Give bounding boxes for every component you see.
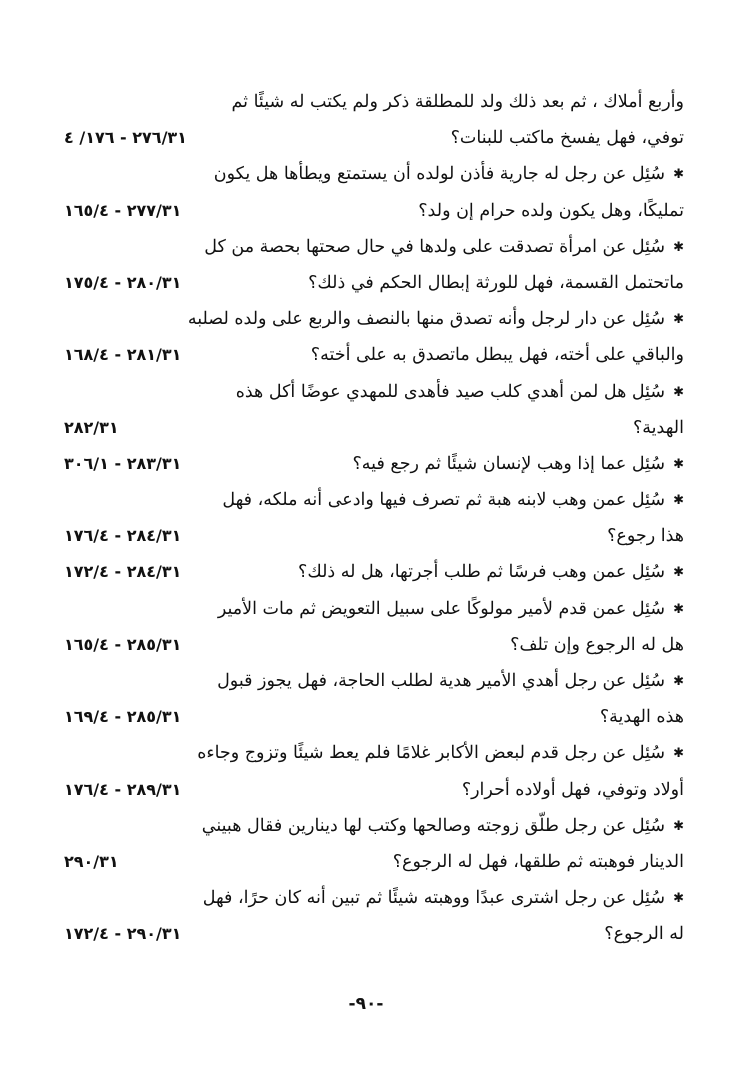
entry-line (64, 229, 684, 265)
asterisk-bullet-icon: ✱ (673, 818, 684, 834)
volume-page-reference: ٢٨٣/٣١ - ٣٠٦/١ (64, 453, 182, 473)
question-text (353, 446, 685, 484)
entry-line (64, 193, 684, 229)
question-text (236, 374, 684, 412)
line-text: سُئِل عن امرأة تصدقت على ولدها في حال صحتها بحصة من كل (204, 236, 666, 257)
line-text: له الرجوع؟ (604, 924, 684, 945)
line-text: هذا رجوع؟ (607, 526, 684, 547)
line-text: سُئِل عن دار لرجل وأنه تصدق منها بالنصف والربع على ولده لصلبه (187, 309, 666, 330)
question-text-continued (510, 627, 684, 663)
entry-line (64, 410, 684, 446)
entry-line (64, 554, 684, 590)
entry-line (64, 446, 684, 482)
line-text: سُئِل عن رجل قدم لبعض الأكابر غلامًا فلم يعط شيئًا وتزوج وجاءه (197, 743, 666, 764)
asterisk-bullet-icon: ✱ (673, 384, 684, 400)
line-text: الدينار فوهبته ثم طلقها، فهل له الرجوع؟ (392, 851, 684, 872)
question-entry (64, 735, 684, 807)
asterisk-bullet-icon: ✱ (673, 891, 684, 907)
question-entry (64, 446, 684, 482)
question-text-continued (462, 772, 684, 808)
question-text (197, 735, 684, 773)
volume-page-reference: ٢٨٢/٣١ (64, 417, 119, 437)
asterisk-bullet-icon: ✱ (673, 456, 684, 472)
line-text: سُئِل عما إذا وهب لإنسان شيئًا ثم رجع فيه؟ (352, 453, 666, 474)
volume-page-reference: ٢٨١/٣١ - ١٦٨/٤ (64, 345, 182, 365)
question-entry (64, 880, 684, 952)
asterisk-bullet-icon: ✱ (673, 312, 684, 328)
question-text (218, 591, 684, 629)
line-text: سُئِل عن رجل له جارية فأذن لولده أن يستمتع ويطأها هل يكون (213, 164, 666, 185)
entry-line (64, 374, 684, 410)
entry-line (64, 518, 684, 554)
question-entry (64, 156, 684, 228)
question-text-continued (451, 120, 684, 156)
entry-line (64, 591, 684, 627)
entry-line (64, 627, 684, 663)
asterisk-bullet-icon: ✱ (673, 493, 684, 509)
entry-line (64, 880, 684, 916)
line-text: الهدية؟ (633, 417, 684, 438)
question-entry (64, 808, 684, 880)
volume-page-reference: ٢٧٦/٣١ - ١٧٦/ ٤ (64, 128, 187, 148)
volume-page-reference: ٢٨٥/٣١ - ١٦٥/٤ (64, 634, 182, 654)
line-text: أولاد وتوفي، فهل أولاده أحرار؟ (461, 779, 684, 800)
question-text (222, 482, 684, 520)
asterisk-bullet-icon: ✱ (673, 167, 684, 183)
question-entry (64, 374, 684, 446)
entry-line (64, 735, 684, 771)
question-text-continued (308, 265, 684, 301)
line-text: سُئِل عمن قدم لأمير مولوكًا على سبيل التعويض ثم مات الأمير (217, 598, 666, 619)
line-text: هل له الرجوع وإن تلف؟ (510, 634, 684, 655)
volume-page-reference: ٢٨٠/٣١ - ١٧٥/٤ (64, 272, 182, 292)
volume-page-reference: ٢٨٤/٣١ - ١٧٢/٤ (64, 562, 182, 582)
entry-line (64, 699, 684, 735)
volume-page-reference: ٢٩٠/٣١ (64, 851, 119, 871)
entry-line (64, 808, 684, 844)
volume-page-reference: ٢٨٥/٣١ - ١٦٩/٤ (64, 707, 182, 727)
asterisk-bullet-icon: ✱ (673, 746, 684, 762)
question-text (188, 301, 684, 339)
entry-line (64, 916, 684, 952)
question-entry (64, 84, 684, 156)
asterisk-bullet-icon: ✱ (673, 674, 684, 689)
question-text-continued (607, 518, 684, 554)
volume-page-reference: ٢٨٤/٣١ - ١٧٦/٤ (64, 526, 182, 546)
line-text: سُئِل عن رجل اشترى عبدًا ووهبته شيئًا ثم تبين أنه كان حرًا، فهل (202, 888, 666, 909)
question-text-continued (393, 844, 684, 880)
question-text (203, 880, 684, 918)
question-text (217, 663, 684, 701)
question-text-continued (633, 410, 684, 446)
question-entry (64, 301, 684, 373)
question-text-continued (418, 193, 684, 229)
question-text (204, 229, 684, 267)
entry-line (64, 772, 684, 808)
volume-page-reference: ٢٩٠/٣١ - ١٧٢/٤ (64, 924, 182, 944)
question-entry (64, 229, 684, 301)
line-text: تمليكًا، وهل يكون ولده حرام إن ولد؟ (418, 200, 684, 221)
line-text: سُئِل عمن وهب فرسًا ثم طلب أجرتها، هل له ذلك؟ (298, 562, 666, 583)
line-text: سُئِل عمن وهب لابنه هبة ثم تصرف فيها وادعى أنه ملكه، فهل (222, 490, 666, 511)
entry-line (64, 301, 684, 337)
question-text (202, 808, 684, 846)
line-text: هذه الهدية؟ (599, 707, 684, 728)
volume-page-reference: ٢٧٧/٣١ - ١٦٥/٤ (64, 200, 182, 220)
volume-page-reference: ٢٨٩/٣١ - ١٧٦/٤ (64, 779, 182, 799)
asterisk-bullet-icon: ✱ (673, 601, 684, 617)
line-text: سُئِل عن رجل أهدي الأمير هدية لطلب الحاجة، فهل يجوز قبول (217, 671, 666, 691)
line-text: والباقي على أخته، فهل يبطل ماتصدق به على أخته؟ (310, 345, 684, 366)
question-text-continued (604, 916, 684, 952)
entry-line (64, 482, 684, 518)
entry-line (64, 84, 684, 120)
question-entry (64, 663, 684, 735)
question-entry (64, 591, 684, 663)
page-number: -٩٠- (348, 994, 384, 1014)
question-text-continued (311, 337, 684, 373)
question-list (64, 84, 684, 953)
line-text: توفي، فهل يفسخ ماكتب للبنات؟ (450, 128, 684, 149)
question-text-continued (600, 699, 684, 735)
entry-line (64, 156, 684, 192)
question-entry (64, 554, 684, 590)
question-text (298, 554, 684, 592)
question-text (232, 84, 685, 120)
entry-line (64, 663, 684, 699)
entry-line (64, 265, 684, 301)
line-text: سُئِل عن رجل طلّق زوجته وصالحها وكتب لها دينارين فقال هبيني (201, 815, 666, 836)
entry-line (64, 337, 684, 373)
line-text: وأربع أملاك ، ثم بعد ذلك ولد للمطلقة ذكر ولم يكتب له شيئًا ثم (231, 92, 684, 112)
asterisk-bullet-icon: ✱ (673, 565, 684, 581)
question-text (214, 156, 684, 194)
question-entry (64, 482, 684, 554)
entry-line (64, 120, 684, 156)
line-text: سُئِل هل لمن أهدي كلب صيد فأهدى للمهدي عوضًا أكل هذه (235, 381, 666, 402)
asterisk-bullet-icon: ✱ (673, 239, 684, 255)
entry-line (64, 844, 684, 880)
line-text: ماتحتمل القسمة، فهل للورثة إبطال الحكم في ذلك؟ (308, 272, 684, 293)
